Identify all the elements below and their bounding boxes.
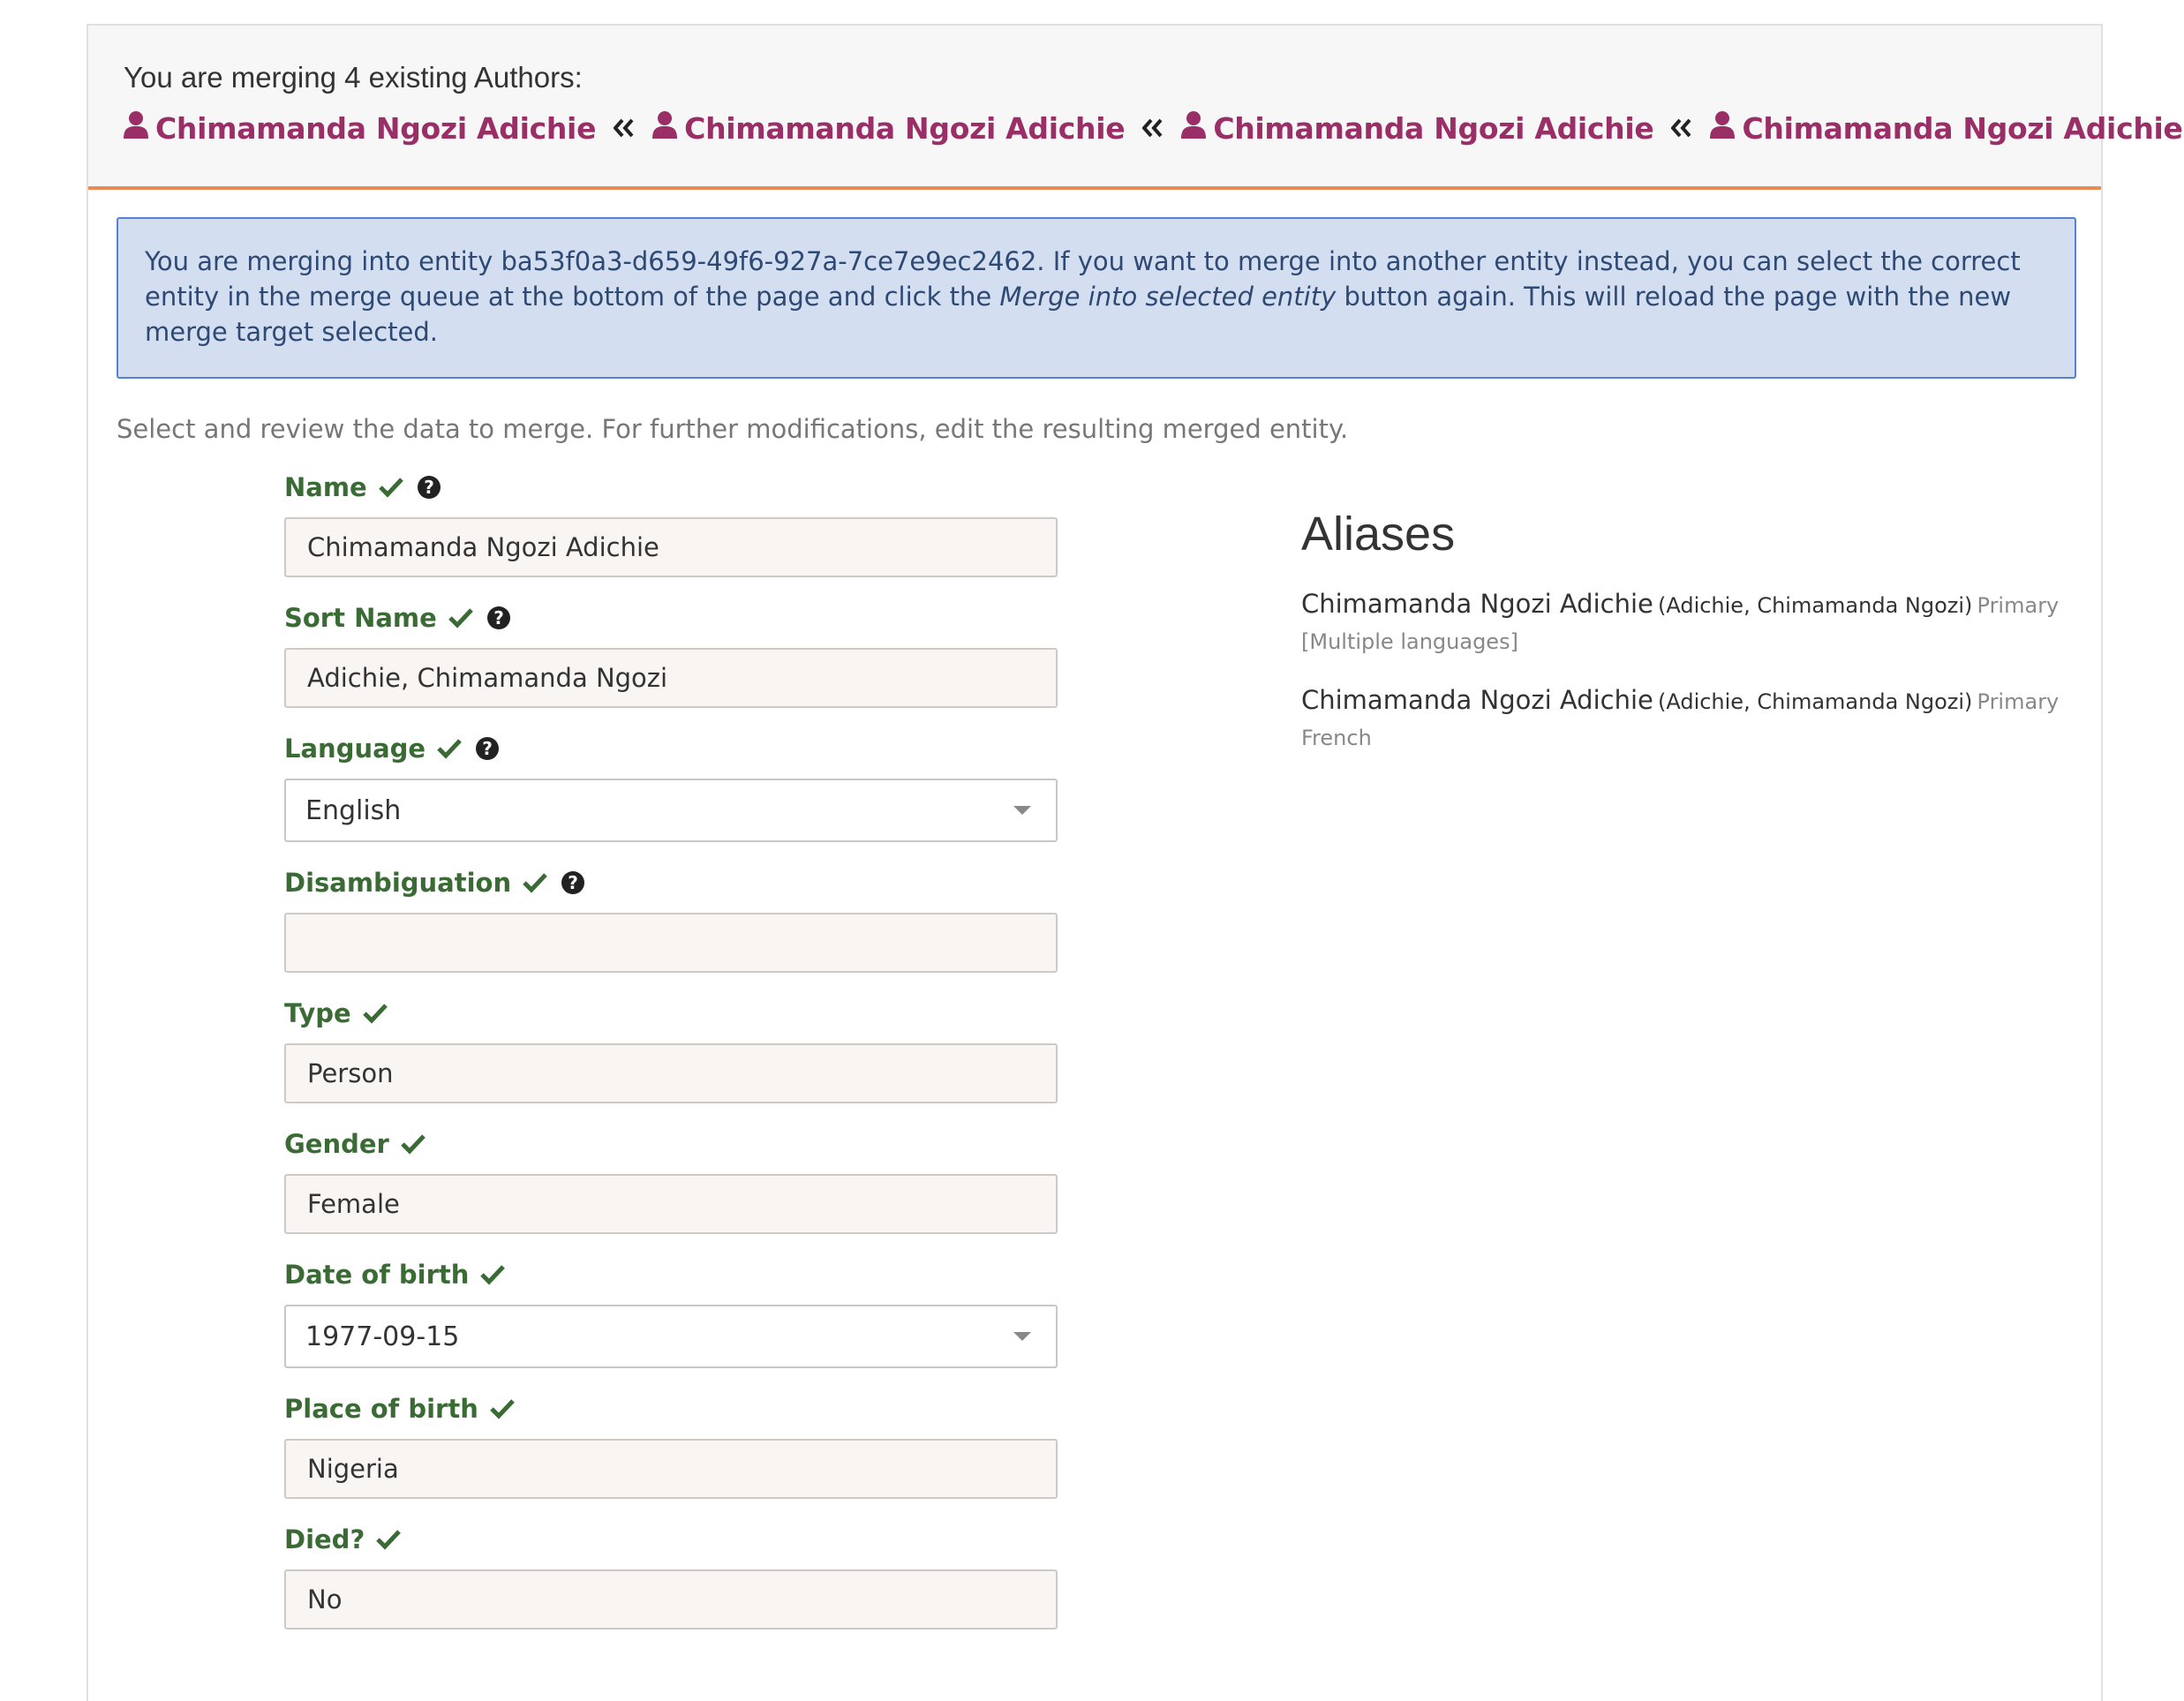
label-text: Died?: [284, 1524, 365, 1554]
author-name: Chimamanda Ngozi Adichie: [155, 110, 597, 146]
alert-text-after: button again. This will reload the page with the new merge target selected.: [145, 282, 2012, 347]
author-link[interactable]: [652, 110, 1125, 146]
died-label: [284, 1522, 1058, 1557]
double-chevron-left-icon: [614, 118, 635, 138]
aliases-heading: Aliases: [1301, 508, 1456, 561]
check-icon: [436, 738, 463, 759]
check-icon: [378, 477, 404, 498]
help-icon[interactable]: [417, 475, 441, 500]
author-link[interactable]: [1181, 110, 1653, 146]
language-field: [284, 731, 1058, 842]
user-icon: [1181, 110, 1206, 146]
language-select[interactable]: [284, 779, 1058, 842]
date-of-birth-selected-value: 1977-09-15: [305, 1321, 460, 1352]
chevron-down-icon: [1013, 1332, 1031, 1341]
svg-text:?: ?: [568, 872, 578, 893]
alias-name: Chimamanda Ngozi Adichie: [1301, 685, 1653, 715]
disambiguation-label: [284, 865, 1058, 900]
double-chevron-left-icon: [1671, 118, 1692, 138]
merge-intro-text: You are merging 4 existing Authors:: [124, 61, 583, 94]
merge-header: [88, 26, 2183, 190]
label-text: Date of birth: [284, 1260, 470, 1290]
gender-input[interactable]: Female: [284, 1174, 1058, 1234]
alias-primary-badge: Primary: [1977, 593, 2060, 618]
died-field: [284, 1522, 1058, 1629]
check-icon: [375, 1529, 402, 1550]
disambiguation-input[interactable]: [284, 913, 1058, 973]
sort-name-label: [284, 600, 1058, 636]
help-icon[interactable]: [475, 736, 500, 761]
merging-authors-list: [124, 110, 2183, 146]
label-text: Disambiguation: [284, 868, 512, 898]
label-text: Sort Name: [284, 603, 437, 633]
label-text: Language: [284, 734, 426, 764]
sort-name-field: [284, 600, 1058, 708]
user-icon: [652, 110, 677, 146]
alias-sort-name: (Adichie, Chimamanda Ngozi): [1657, 689, 1973, 714]
alert-emphasis: Merge into selected entity: [999, 282, 1337, 312]
check-icon: [489, 1398, 516, 1419]
chevron-down-icon: [1013, 806, 1031, 815]
author-name: Chimamanda Ngozi Adichie: [684, 110, 1126, 146]
label-text: Type: [284, 998, 351, 1028]
check-icon: [448, 607, 474, 628]
alias-name: Chimamanda Ngozi Adichie: [1301, 589, 1653, 619]
alias-sort-name: (Adichie, Chimamanda Ngozi): [1657, 593, 1973, 618]
alias-item: [1301, 586, 2078, 658]
label-text: Place of birth: [284, 1394, 478, 1424]
gender-field: [284, 1126, 1058, 1234]
double-chevron-left-icon: [1142, 118, 1164, 138]
check-icon: [522, 872, 548, 893]
check-icon: [479, 1264, 506, 1285]
author-link[interactable]: [1710, 110, 2182, 146]
alias-language: French: [1301, 726, 1372, 750]
type-field: [284, 996, 1058, 1103]
help-icon[interactable]: [561, 870, 585, 895]
died-input[interactable]: No: [284, 1569, 1058, 1629]
check-icon: [362, 1003, 388, 1024]
help-icon[interactable]: [486, 606, 511, 630]
date-of-birth-select[interactable]: [284, 1305, 1058, 1368]
place-of-birth-field: [284, 1391, 1058, 1499]
place-of-birth-input[interactable]: Nigeria: [284, 1439, 1058, 1499]
merge-instructions: Select and review the data to merge. For further modifications, edit the resulting merged entity.: [117, 414, 1349, 444]
merge-panel: [87, 24, 2183, 1701]
sort-name-input[interactable]: Adichie, Chimamanda Ngozi: [284, 648, 1058, 708]
author-name: Chimamanda Ngozi Adichie: [1213, 110, 1654, 146]
user-icon: [1710, 110, 1735, 146]
label-text: Gender: [284, 1129, 389, 1159]
type-input[interactable]: Person: [284, 1043, 1058, 1103]
language-label: [284, 731, 1058, 766]
date-of-birth-field: [284, 1257, 1058, 1368]
svg-text:?: ?: [423, 477, 434, 498]
merge-target-alert: [117, 217, 2076, 379]
date-of-birth-label: [284, 1257, 1058, 1292]
alias-item: [1301, 682, 2078, 754]
name-label: [284, 470, 1058, 505]
alert-text-before: You are merging into entity ba53f0a3-d659-49f6-927a-7ce7e9ec2462. If you want to merge into another entity instead, you can select the correct entity in the merge queue at the bottom of the page and click the: [145, 246, 2021, 312]
alias-language: [Multiple languages]: [1301, 629, 1518, 654]
gender-label: [284, 1126, 1058, 1162]
alias-primary-badge: Primary: [1977, 689, 2060, 714]
author-link[interactable]: [124, 110, 596, 146]
check-icon: [400, 1133, 426, 1155]
aliases-section: [1301, 507, 2078, 754]
name-input[interactable]: Chimamanda Ngozi Adichie: [284, 517, 1058, 577]
author-name: Chimamanda Ngozi Adichie: [1742, 110, 2183, 146]
disambiguation-field: [284, 865, 1058, 973]
name-field: [284, 470, 1058, 577]
type-label: [284, 996, 1058, 1031]
user-icon: [124, 110, 148, 146]
label-text: Name: [284, 472, 367, 502]
svg-text:?: ?: [482, 738, 493, 759]
svg-text:?: ?: [493, 607, 504, 628]
place-of-birth-label: [284, 1391, 1058, 1426]
language-selected-value: English: [305, 794, 402, 826]
